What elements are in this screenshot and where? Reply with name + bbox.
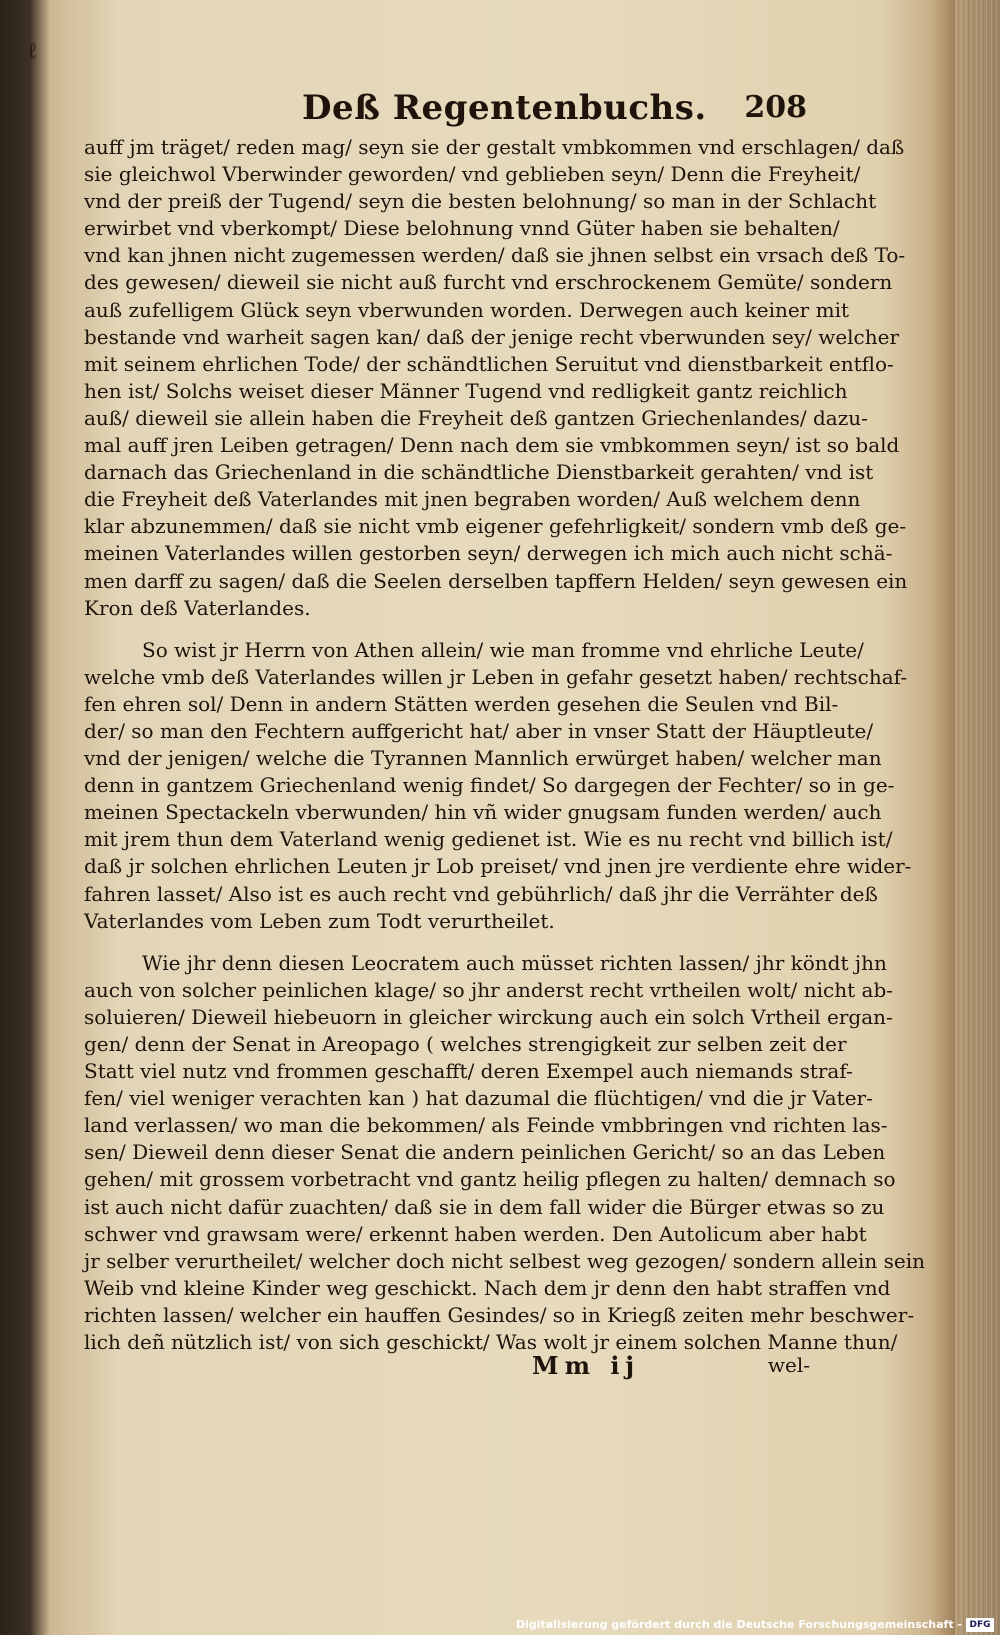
text-line: richten lassen/ welcher ein hauffen Gesindes/ so in Kriegß zeiten mehr beschwer- — [84, 1302, 915, 1327]
page-fore-edge — [955, 0, 1000, 1635]
text-line: vnd der jenigen/ welche die Tyrannen Mannlich erwürget haben/ welcher man — [84, 746, 882, 771]
text-line: vnd der preiß der Tugend/ seyn die besten belohnung/ so man in der Schlacht — [84, 189, 877, 214]
page-number: 208 — [744, 90, 807, 125]
text-line: gehen/ mit grossem vorbetracht vnd gantz heilig pflegen zu halten/ demnach so — [84, 1167, 896, 1192]
text-line: erwirbet vnd vberkompt/ Diese belohnung vnnd Güter haben sie behalten/ — [84, 216, 840, 241]
text-line: mal auff jren Leiben getragen/ Denn nach dem sie vmbkommen seyn/ ist so bald — [84, 433, 900, 458]
body-text — [84, 134, 925, 1356]
text-line: schwer vnd grawsam were/ erkennt haben werden. Den Autolicum aber habt — [84, 1221, 867, 1246]
text-line: gen/ denn der Senat in Areopago ( welches strengigkeit zur selben zeit der — [84, 1032, 847, 1056]
text-line: soluieren/ Dieweil hiebeuorn in gleicher wirckung auch ein solch Vrtheil ergan- — [84, 1004, 893, 1029]
text-line: hen ist/ Solchs weiset dieser Männer Tugend vnd redligkeit gantz reichlich — [84, 378, 848, 403]
text-line: Kron deß Vaterlandes. — [84, 595, 311, 620]
page-footer — [84, 1351, 810, 1383]
text-line: des gewesen/ dieweil sie nicht auß furcht vnd erschrockenem Gemüte/ sondern — [84, 270, 893, 295]
text-line: Wie jhr denn diesen Leocratem auch müsset richten lassen/ jhr köndt jhn — [142, 950, 887, 975]
running-title: Deß Regentenbuchs. — [302, 88, 707, 128]
text-line: daß jr solchen ehrlichen Leuten jr Lob preiset/ vnd jnen jre verdiente ehre wider- — [84, 854, 912, 879]
text-line: auß zufelligem Glück seyn vberwunden worden. Derwegen auch keiner mit — [84, 297, 849, 322]
text-line: fahren lasset/ Also ist es auch recht vnd gebührlich/ daß jhr die Verrähter deß — [84, 881, 878, 906]
text-line: Vaterlandes vom Leben zum Todt verurtheilet. — [84, 908, 555, 933]
text-line: ist auch nicht dafür zuachten/ daß sie in dem fall wider die Bürger etwas so zu — [84, 1194, 885, 1219]
signature-mark: Mm ij — [532, 1351, 641, 1380]
page-header — [80, 88, 807, 138]
text-line: sen/ Dieweil denn dieser Senat die andern peinlichen Gericht/ so an das Leben — [84, 1140, 886, 1165]
paragraph — [84, 950, 925, 1356]
text-line: der/ so man den Fechtern auffgericht hat/ aber in vnser Statt der Häuptleute/ — [84, 718, 874, 743]
text-line: land verlassen/ wo man die bekommen/ als Feinde vmbbringen vnd richten las- — [84, 1113, 888, 1138]
text-line: auff jm träget/ reden mag/ seyn sie der gestalt vmbkommen vnd erschlagen/ daß — [84, 135, 905, 159]
text-line: meinen Vaterlandes willen gestorben seyn/ derwegen ich mich auch nicht schä- — [84, 541, 893, 566]
text-line: klar abzunemmen/ daß sie nicht vmb eigener gefehrligkeit/ sondern vmb deß ge- — [84, 514, 907, 539]
text-line: vnd kan jhnen nicht zugemessen werden/ daß sie jhnen selbst ein vrsach deß To- — [84, 243, 906, 268]
catchword: wel- — [767, 1353, 810, 1377]
text-line: jr selber verurtheilet/ welcher doch nicht selbest weg gezogen/ sondern allein sein — [84, 1248, 925, 1273]
text-line: welche vmb deß Vaterlandes willen jr Leben in gefahr gesetzt haben/ rechtschaf- — [84, 664, 908, 689]
text-line: Weib vnd kleine Kinder weg geschickt. Nach dem jr denn den habt straffen vnd — [84, 1275, 891, 1300]
text-line: mit jrem thun dem Vaterland wenig gedienet ist. Wie es nu recht vnd billich ist/ — [84, 827, 893, 852]
digitization-credit: Digitalisierung gefördert durch die Deutsche Forschungsgemeinschaft - — [515, 1618, 962, 1631]
text-line: auß/ dieweil sie allein haben die Freyheit deß gantzen Griechenlandes/ dazu- — [84, 405, 868, 430]
text-line: auch von solcher peinlichen klage/ so jhr anderst recht vrtheilen wolt/ nicht ab- — [84, 977, 894, 1002]
paragraph-gap — [84, 622, 802, 637]
text-line: die Freyheit deß Vaterlandes mit jnen begraben worden/ Auß welchem denn — [84, 487, 861, 512]
text-line: lich deñ nützlich ist/ von sich geschickt/ Was wolt jr einem solchen Manne thun/ — [84, 1330, 898, 1355]
text-line: sie gleichwol Vberwinder geworden/ vnd geblieben seyn/ Denn die Freyheit/ — [84, 162, 861, 187]
text-line: meinen Spectackeln vberwunden/ hin vñ wider gnugsam funden werden/ auch — [84, 800, 882, 825]
text-line: fen ehren sol/ Denn in andern Stätten werden gesehen die Seulen vnd Bil- — [84, 691, 839, 716]
dfg-logo: DFG — [966, 1618, 994, 1632]
paragraph — [84, 637, 912, 935]
text-line: Statt viel nutz vnd frommen geschafft/ deren Exempel auch niemands straf- — [84, 1059, 853, 1084]
text-line: denn in gantzem Griechenland wenig findet/ So dargegen der Fechter/ so in ge- — [84, 773, 895, 798]
text-line: bestande vnd warheit sagen kan/ daß der jenige recht vberwunden sey/ welcher — [84, 324, 900, 349]
text-line: darnach das Griechenland in die schändtliche Dienstbarkeit gerahten/ vnd ist — [84, 460, 874, 485]
text-line: mit seinem ehrlichen Tode/ der schändtlichen Seruitut vnd dienstbarkeit entflo- — [84, 351, 894, 376]
text-line: So wist jr Herrn von Athen allein/ wie man fromme vnd ehrliche Leute/ — [142, 637, 864, 662]
paragraph — [84, 134, 908, 622]
text-line: men darff zu sagen/ daß die Seelen derselben tapffern Helden/ seyn gewesen ein — [84, 568, 908, 593]
gutter-mark: ℓ — [28, 38, 37, 64]
text-line: fen/ viel weniger verachten kan ) hat dazumal die flüchtigen/ vnd die jr Vater- — [84, 1086, 873, 1111]
paragraph-gap — [84, 935, 802, 950]
